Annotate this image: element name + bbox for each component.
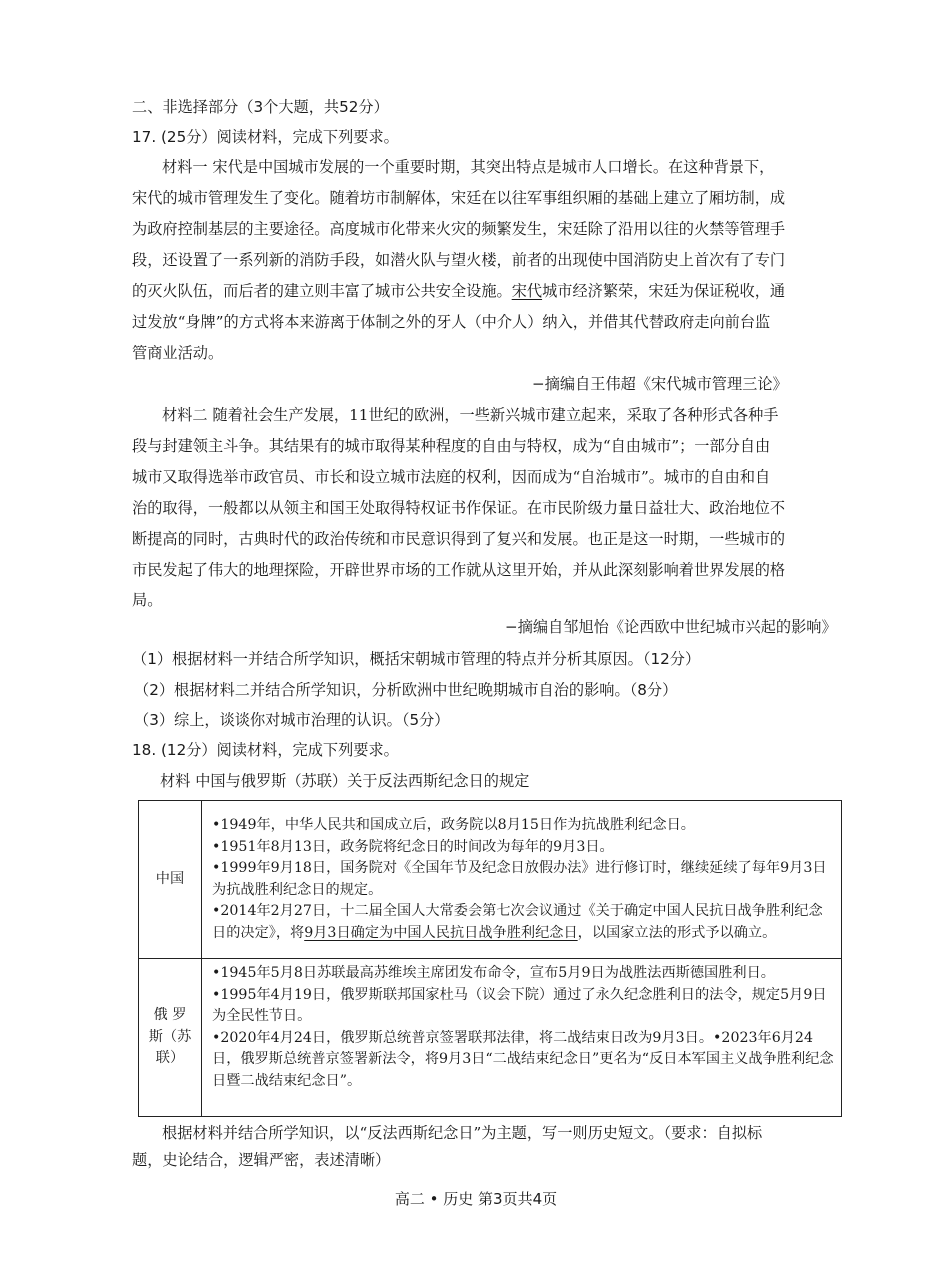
list-item-text: •2014年2月27日，十二届全国人大常委会第七次会议通过《关于确定中国人民抗日战争胜利纪念日的决定》，将 — [212, 903, 823, 941]
material1-line: 段，还设置了一系列新的消防手段，如潜火队与望火楼，前者的出现使中国消防史上首次有了专门 — [132, 251, 786, 269]
country-label: 中国 — [139, 801, 202, 959]
q18-task: 题，史论结合，逻辑严密，表述清晰） — [132, 1151, 391, 1169]
list-item: •1949年，中华人民共和国成立后，政务院以8月15日作为抗战胜利纪念日。 — [212, 817, 695, 833]
q18-header: 18. (12分）阅读材料，完成下列要求。 — [132, 741, 399, 759]
sub-question: （3）综上，谈谈你对城市治理的认识。（5分） — [134, 711, 450, 729]
underlined-text: 宋代 — [511, 282, 543, 300]
q18-task: 根据材料并结合所学知识，以“反法西斯纪念日”为主题，写一则历史短文。（要求：自拟标 — [162, 1124, 763, 1142]
commemoration-table — [138, 800, 842, 1117]
country-label-line: 斯（苏 — [148, 1028, 192, 1045]
material1-text: 城市经济繁荣，宋廷为保证税收，通 — [542, 282, 786, 300]
q17-header: 17. (25分）阅读材料，完成下列要求。 — [132, 128, 399, 146]
table-row-china — [139, 801, 842, 959]
list-item: •1951年8月13日，政务院将纪念日的时间改为每年的9月3日。 — [212, 838, 614, 855]
source-citation: −摘编自王伟超《宋代城市管理三论》 — [532, 375, 788, 393]
material1-line — [132, 281, 785, 301]
underlined-text: 9月3日确定为中国人民抗日战争胜利纪念日 — [304, 924, 578, 941]
source-citation: −摘编自邹旭怡《论西欧中世纪城市兴起的影响》 — [505, 618, 837, 636]
section-heading: 二、非选择部分（3个大题，共52分） — [132, 98, 389, 116]
list-item: •1995年4月19日，俄罗斯联邦国家杜马（议会下院）通过了永久纪念胜利日的法令，规定5月9日为全民性节日。 — [212, 986, 827, 1024]
china-rules — [202, 801, 842, 959]
list-item: •1999年9月18日，国务院对《全国年节及纪念日放假办法》进行修订时，继续延续了每年9月3日为抗战胜利纪念日的规定。 — [212, 860, 827, 898]
sub-question: （1）根据材料一并结合所学知识，概括宋朝城市管理的特点并分析其原因。（12分） — [132, 650, 701, 668]
country-label-line: 俄 罗 — [153, 1007, 187, 1024]
table-row-russia — [139, 959, 842, 1117]
material1-text: 的灭火队伍，而后者的建立则丰富了城市公共安全设施。 — [132, 282, 512, 300]
russia-rules — [202, 959, 842, 1117]
material2-line: 材料二 随着社会生产发展，11世纪的欧洲，一些新兴城市建立起来，采取了各种形式各种手 — [162, 406, 779, 424]
material1-line: 宋代的城市管理发生了变化。随着坊市制解体，宋廷在以往军事组织厢的基础上建立了厢坊制，成 — [132, 189, 786, 207]
list-item: •1945年5月8日苏联最高苏维埃主席团发布命令，宣布5月9日为战胜法西斯德国胜利日。 — [212, 965, 775, 981]
material1-line: 管商业活动。 — [132, 344, 224, 362]
material2-line: 市民发起了伟大的地理探险，开辟世界市场的工作就从这里开始，并从此深刻影响着世界发展的格 — [132, 561, 786, 579]
material2-line: 段与封建领主斗争。其结果有的城市取得某种程度的自由与特权，成为“自由城市”；一部分自由 — [132, 437, 771, 455]
material1-line: 为政府控制基层的主要途径。高度城市化带来火灾的频繁发生，宋廷除了沿用以往的火禁等管理手 — [132, 220, 786, 238]
material2-line: 城市又取得选举市政官员、市长和设立城市法庭的权利，因而成为“自治城市”。城市的自由和自 — [132, 468, 771, 486]
sub-question: （2）根据材料二并结合所学知识，分析欧洲中世纪晚期城市自治的影响。（8分） — [134, 681, 678, 699]
material2-line: 治的取得，一般都以从领主和国王处取得特权证书作保证。在市民阶级力量日益壮大、政治地位不 — [132, 499, 786, 517]
country-label — [139, 959, 202, 1117]
material1-line: 过发放“身牌”的方式将本来游离于体制之外的牙人（中介人）纳入，并借其代替政府走向前台监 — [132, 313, 771, 331]
page-footer: 高二 • 历史 第3页共4页 — [394, 1190, 558, 1208]
material1-line: 材料一 宋代是中国城市发展的一个重要时期，其突出特点是城市人口增长。在这种背景下， — [162, 158, 775, 176]
list-item — [212, 901, 835, 944]
material2-line: 断提高的同时，古典时代的政治传统和市民意识得到了复兴和发展。也正是这一时期，一些城市的 — [132, 530, 786, 548]
material2-line: 局。 — [132, 591, 163, 609]
q18-material-title: 材料 中国与俄罗斯（苏联）关于反法西斯纪念日的规定 — [160, 772, 530, 790]
list-item: •2020年4月24日，俄罗斯总统普京签署联邦法律，将二战结束日改为9月3日。•2023年6月24日，俄罗斯总统普京签署新法令，将9月3日“二战结束纪念日”更名为“反日本军国主义战争胜利纪念日暨二战结束纪念日”。 — [212, 1029, 834, 1089]
country-label-line: 联） — [155, 1050, 185, 1067]
list-item-text: ，以国家立法的形式予以确立。 — [577, 924, 777, 941]
